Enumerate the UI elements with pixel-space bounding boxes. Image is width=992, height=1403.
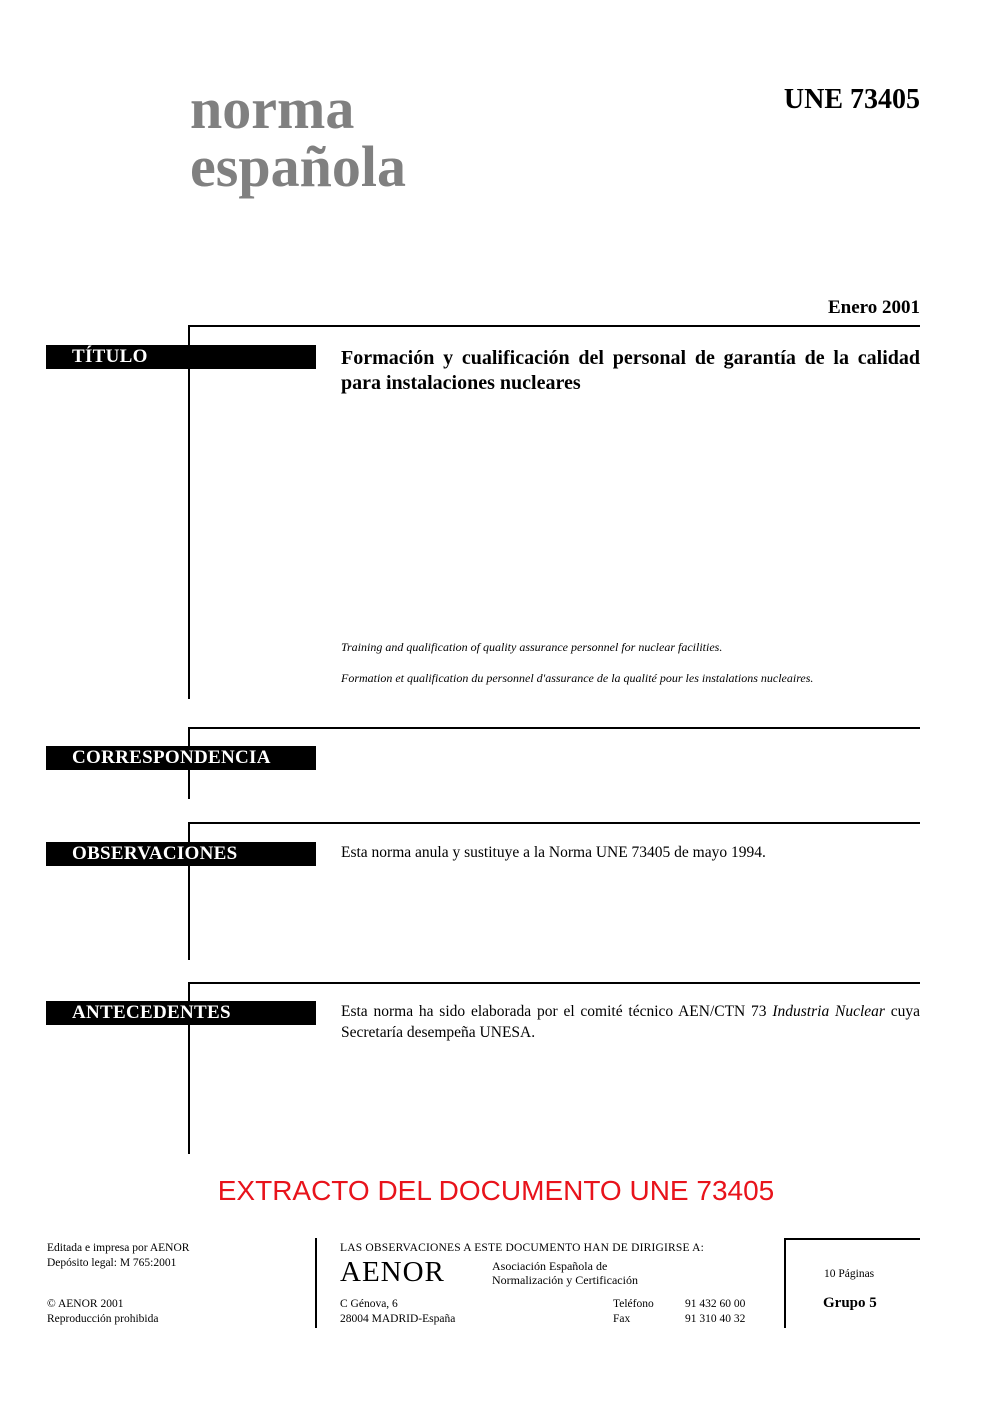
- titulo-left-rule: [188, 325, 190, 699]
- antecedentes-text-start: Esta norma ha sido elaborada por el comité técnico AEN/CTN 73: [341, 1003, 773, 1020]
- observations-heading: LAS OBSERVACIONES A ESTE DOCUMENTO HAN DE DIRIGIRSE A:: [340, 1242, 705, 1254]
- observaciones-top-rule: [188, 822, 920, 824]
- antecedentes-committee-name: Industria Nuclear: [772, 1003, 885, 1020]
- phone-label: Teléfono: [613, 1298, 654, 1310]
- fax-label: Fax: [613, 1313, 631, 1325]
- title-english: Training and qualification of quality assurance personnel for nuclear facilities.: [341, 640, 723, 654]
- legal-deposit: Depósito legal: M 765:2001: [47, 1257, 177, 1269]
- aenor-full-name: [492, 1259, 638, 1287]
- antecedentes-text-end: cuya Secretaría desempeña UNESA.: [341, 1003, 920, 1041]
- footer-publisher-info: [47, 1241, 189, 1271]
- price-group: Grupo 5: [823, 1295, 877, 1311]
- titulo-top-rule: [188, 325, 920, 327]
- copyright: © AENOR 2001: [47, 1298, 124, 1310]
- correspondencia-label: CORRESPONDENCIA: [46, 746, 316, 770]
- page-count: 10 Páginas: [824, 1268, 875, 1280]
- aenor-logo: AENOR: [340, 1256, 445, 1288]
- reproduction-notice: Reproducción prohibida: [47, 1313, 159, 1325]
- address: [340, 1297, 455, 1327]
- fax-value: 91 310 40 32: [685, 1313, 746, 1325]
- address-line-2: 28004 MADRID-España: [340, 1313, 456, 1325]
- extract-watermark: EXTRACTO DEL DOCUMENTO UNE 73405: [217, 1175, 775, 1206]
- contact-values: [685, 1297, 745, 1327]
- antecedentes-text: [341, 1001, 920, 1043]
- brand-title: [190, 76, 406, 199]
- contact-labels: [613, 1297, 654, 1327]
- footer-box-top-rule: [784, 1238, 920, 1240]
- phone-value: 91 432 60 00: [685, 1298, 746, 1310]
- observaciones-label: OBSERVACIONES: [46, 842, 316, 866]
- brand-line-1: norma: [190, 76, 355, 141]
- address-line-1: C Génova, 6: [340, 1298, 398, 1310]
- publication-date: Enero 2001: [827, 297, 920, 318]
- observaciones-text: Esta norma anula y sustituye a la Norma UNE 73405 de mayo 1994.: [341, 844, 766, 861]
- org-line-2: Normalización y Certificación: [492, 1273, 638, 1287]
- standard-code: UNE 73405: [783, 84, 920, 115]
- edited-by: Editada e impresa por AENOR: [47, 1242, 190, 1254]
- footer-copyright-info: [47, 1297, 158, 1327]
- brand-line-2: española: [190, 134, 406, 199]
- title-spanish: Formación y cualificación del personal de garantía de la calidad para instalaciones nucleares: [341, 347, 920, 394]
- antecedentes-top-rule: [188, 982, 920, 984]
- titulo-label: TÍTULO: [46, 345, 316, 369]
- correspondencia-top-rule: [188, 727, 920, 729]
- title-french: Formation et qualification du personnel d'assurance de la qualité pour les instalations nucleaires.: [341, 671, 814, 685]
- footer-divider-left: [315, 1238, 317, 1328]
- antecedentes-label: ANTECEDENTES: [46, 1001, 316, 1025]
- org-line-1: Asociación Española de: [492, 1259, 608, 1273]
- footer-divider-right: [784, 1238, 786, 1328]
